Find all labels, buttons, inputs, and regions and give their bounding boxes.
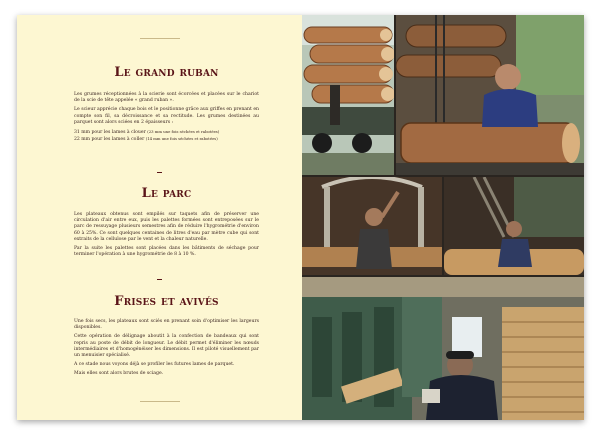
section-parc bbox=[74, 186, 259, 261]
thickness-main: 31 mm pour les lames à clouer bbox=[74, 130, 146, 136]
log-truck-photo bbox=[302, 15, 394, 175]
section-frises bbox=[74, 294, 259, 381]
paragraph: Cette opération de délignage aboutit à la confection de bandeaux qui sont repris au poste de débit de longueur. Le débit permet d'éliminer les nœuds intermédiaires et d'homogénéiser les dimensions. Il est piloté visuellement par un menuisier spécialisé. bbox=[74, 334, 259, 359]
paragraph: Les grumes réceptionnées à la scierie sont écorcées et placées sur le chariot de la scie de tête appelée « grand ruban ». bbox=[74, 92, 259, 104]
crane-log-photo bbox=[396, 15, 584, 175]
workshop-photo bbox=[302, 277, 584, 420]
paragraph: Les plateaux obtenus sont empilés sur taquets afin de préserver une circulation d'air entre eux, puis les palettes formées sont entreposées sur le parc de ressuyage plusieurs semestres afin de réduire l'hygrométrie d'environ 60 à 25%. Ce sont quelques centaines de litres d'eau par mètre cube qui sont extraits de la cellulose par le vent et la chaleur naturelle. bbox=[74, 212, 259, 242]
section-divider bbox=[157, 172, 162, 173]
section-divider bbox=[157, 279, 162, 280]
bandsaw-photo bbox=[302, 177, 442, 275]
log-saw-photo bbox=[444, 177, 584, 275]
section-title: Frises et avivés bbox=[114, 294, 219, 309]
bottom-rule bbox=[140, 401, 180, 402]
thickness-main: 22 mm pour les lames à coller bbox=[74, 137, 145, 143]
right-page-photos bbox=[302, 15, 584, 420]
left-page bbox=[17, 15, 303, 420]
thickness-note: (23 mm une fois séchées et rabotées) bbox=[147, 129, 220, 135]
paragraph: Le scieur apprécie chaque bois et le positionne grâce aux griffes en prenant en compte son fil, sa décroissance et sa rectitude. Les grumes destinées au parquet sont alors sciées en 2 épaisseurs : bbox=[74, 107, 259, 125]
paragraph: Par la suite les palettes sont placées dans les bâtiments de séchage pour terminer l'opération à une hygrométrie de 8 à 10 %. bbox=[74, 246, 259, 258]
thickness-note: (14 mm une fois séchées et rabotées) bbox=[145, 136, 218, 142]
paragraph: Une fois secs, les plateaux sont sciés en prenant soin d'optimiser les largeurs disponibles. bbox=[74, 319, 259, 331]
thickness-line bbox=[74, 136, 259, 143]
section-grand-ruban bbox=[74, 65, 259, 146]
paragraph: A ce stade nous voyons déjà se profiler les futures lames de parquet. bbox=[74, 362, 235, 368]
brochure-spread bbox=[17, 15, 584, 420]
section-title: Le grand ruban bbox=[114, 65, 219, 80]
top-rule bbox=[140, 38, 180, 39]
paragraph: Mais elles sont alors brutes de sciage. bbox=[74, 371, 164, 377]
section-title: Le parc bbox=[141, 186, 192, 201]
